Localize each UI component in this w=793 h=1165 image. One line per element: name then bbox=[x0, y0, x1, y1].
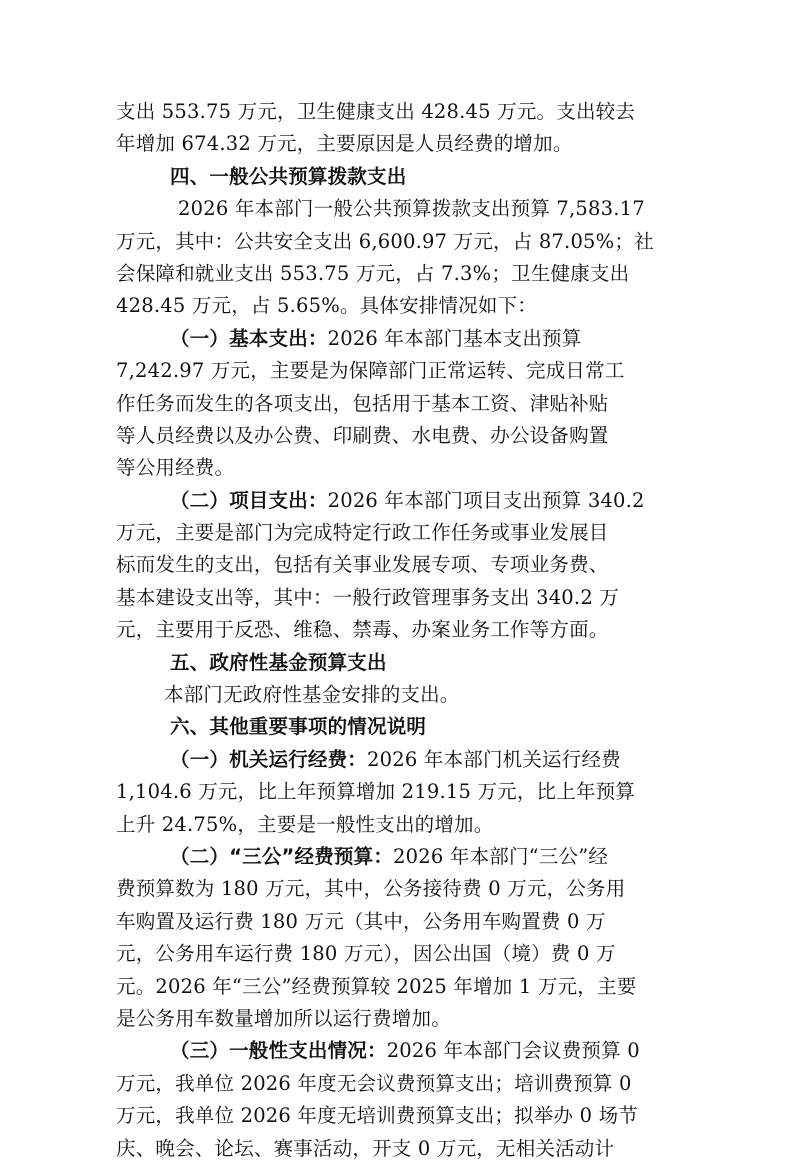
body-line: 标而发生的支出，包括有关事业发展专项、专项业务费、 bbox=[116, 553, 609, 577]
section-heading: 六、其他重要事项的情况说明 bbox=[170, 715, 427, 739]
body-line: 车购置及运行费 180 万元（其中，公务用车购置费 0 万 bbox=[116, 909, 606, 933]
subsection-heading: （三）一般性支出情况： bbox=[170, 1039, 387, 1063]
subsection-line bbox=[116, 323, 685, 355]
body-line: 元，主要用于反恐、维稳、禁毒、办案业务工作等方面。 bbox=[116, 618, 609, 642]
body-line: 年增加 674.32 万元，主要原因是人员经费的增加。 bbox=[116, 132, 573, 156]
body-line: 庆、晚会、论坛、赛事活动，开支 0 万元，无相关活动计 bbox=[116, 1136, 615, 1160]
section-heading: 四、一般公共预算拨款支出 bbox=[170, 164, 407, 188]
body-line: 作任务而发生的各项支出，包括用于基本工资、津贴补贴 bbox=[116, 391, 609, 415]
subsection-line bbox=[116, 841, 685, 873]
body-line: 本部门无政府性基金安排的支出。 bbox=[164, 683, 460, 707]
body-line: 元。2026 年“三公”经费预算较 2025 年增加 1 万元，主要 bbox=[116, 974, 637, 998]
body-line: 1,104.6 万元，比上年预算增加 219.15 万元，比上年预算 bbox=[116, 780, 636, 804]
body-line: 等人员经费以及办公费、印刷费、水电费、办公设备购置 bbox=[116, 423, 609, 447]
body-line: 等公用经费。 bbox=[116, 456, 235, 480]
body-line: 是公务用车数量增加所以运行费增加。 bbox=[116, 1006, 451, 1030]
body-line: 万元，我单位 2026 年度无会议费预算支出；培训费预算 0 bbox=[116, 1071, 632, 1095]
body-text: 2026 年本部门项目支出预算 340.2 bbox=[327, 488, 645, 512]
subsection-heading: （一）基本支出： bbox=[170, 326, 328, 350]
body-line: 2026 年本部门一般公共预算拨款支出预算 7,583.17 bbox=[178, 197, 645, 221]
subsection-line bbox=[116, 744, 685, 776]
body-text: 2026 年本部门会议费预算 0 bbox=[386, 1039, 640, 1063]
subsection-heading: （一）机关运行经费： bbox=[170, 747, 368, 771]
body-line: 上升 24.75%，主要是一般性支出的增加。 bbox=[116, 812, 494, 836]
body-line: 428.45 万元，占 5.65%。具体安排情况如下： bbox=[116, 294, 537, 318]
body-line: 万元，其中：公共安全支出 6,600.97 万元，占 87.05%；社 bbox=[116, 229, 654, 253]
body-line: 万元，我单位 2026 年度无培训费预算支出；拟举办 0 场节 bbox=[116, 1104, 639, 1128]
body-line: 基本建设支出等，其中：一般行政管理事务支出 340.2 万 bbox=[116, 585, 620, 609]
body-text: 2026 年本部门机关运行经费 bbox=[367, 747, 621, 771]
body-line: 元，公务用车运行费 180 万元），因公出国（境）费 0 万 bbox=[116, 942, 616, 966]
section-heading: 五、政府性基金预算支出 bbox=[170, 650, 387, 674]
subsection-heading: （二）项目支出： bbox=[170, 488, 328, 512]
body-line: 万元，主要是部门为完成特定行政工作任务或事业发展目 bbox=[116, 521, 609, 545]
body-line: 支出 553.75 万元，卫生健康支出 428.45 万元。支出较去 bbox=[116, 100, 636, 123]
body-text: 2026 年本部门基本支出预算 bbox=[327, 326, 582, 350]
body-line: 7,242.97 万元，主要是为保障部门正常运转、完成日常工 bbox=[116, 359, 625, 383]
subsection-line bbox=[116, 1035, 685, 1067]
body-text: 2026 年本部门“三公”经 bbox=[393, 844, 609, 868]
document-page bbox=[116, 96, 685, 1165]
subsection-heading: （二）“三公”经费预算： bbox=[170, 844, 394, 868]
body-line: 会保障和就业支出 553.75 万元，占 7.3%；卫生健康支出 bbox=[116, 261, 630, 285]
body-line: 费预算数为 180 万元，其中，公务接待费 0 万元，公务用 bbox=[116, 877, 626, 901]
subsection-line bbox=[116, 485, 685, 517]
